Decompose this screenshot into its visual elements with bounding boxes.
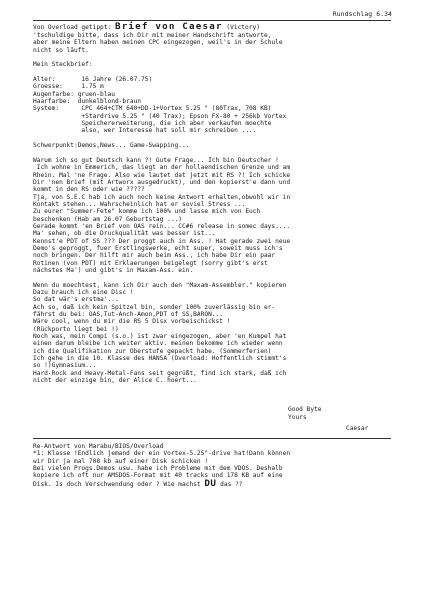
text-line: Warum ich so gut Deutsch kann ?! Gute Frage... Ich bin Deutscher !: [33, 156, 279, 164]
text-line: [33, 69, 393, 76]
reply-last-prefix: Disk. Is doch Verschwendung oder ? Wie machst: [33, 481, 205, 488]
text-line: also, wer Interesse hat soll mir schreiben ....: [33, 127, 257, 135]
text-line: [33, 150, 393, 157]
intro-suffix: (Victory): [222, 24, 260, 31]
text-line: Wäre cool, wenn du mir die RS 5 Disx vorbeischickst !: [33, 318, 231, 326]
text-line: [33, 54, 393, 61]
text-line: +Stardrive 5.25 " (40 Trax); Epson FX-80 + 256kb Vortex: [33, 112, 287, 120]
text-line: Hard-Rock and Heavy-Metal-Fans seit gegrüßt, find ich stark, daß ich: [33, 369, 287, 377]
text-line: Noch was, mein Compi (s.o.) ist zwar eingezogen, aber 'en Kumpel hat: [33, 333, 287, 341]
text-line: Ich wohne in Emmerich, das liegt an der hollaendischen Grenze und am: [33, 164, 291, 172]
text-line: Haarfarbe: dunkelblond-braun: [33, 98, 142, 106]
text-line: System: CPC 464+CTM 640+DD-1+Vortex 5.25 " (80Trax, 708 KB): [33, 105, 272, 113]
text-line: fährst du bei: OAS,Tut-Anch-Amon,PDT of SS,BARON...: [33, 311, 223, 319]
text-line: kommt in den RS oder wie ?????: [33, 186, 145, 194]
text-line: *1: Klasse !Endlich jemand der ein Vortex-5.25"-drive hat!Dann können: [33, 450, 291, 458]
text-line: [33, 135, 393, 142]
text-line: nächstes Ma') und gibt's in Maxam-Ass. ein.: [33, 267, 194, 274]
text-line: aber meine Eltern haben meinen CPC eingezogen, weil's in der Schule: [33, 39, 283, 47]
reply-emphasis: DU: [204, 478, 217, 489]
text-line: Ma' sehen, ob die Druckqualität was besser ist...: [33, 230, 216, 238]
reply-last-line: [33, 480, 393, 488]
text-line: beschenken (Hab am 26.07 Geburtstag ...): [33, 215, 183, 223]
text-line: Rhein. Mal 'ne Frage. Also wie lautet dat jetzt mit RS ?! Ich schicke: [33, 171, 291, 179]
text-line: Speichererweiterung, die ich aber verkaufen moechte: [33, 120, 272, 128]
text-line: (Rückporto liegt bei !): [33, 325, 119, 333]
signoff-name: Caesar: [346, 425, 369, 432]
text-line: Groesse: 1.75 m: [33, 83, 104, 91]
text-line: nicht der einzige bin, der Alice C. hoert...: [33, 377, 197, 385]
signoff-good-byte: Good Byte: [288, 406, 322, 413]
text-line: wir Dir ja mal 708 kb auf einer Disk schicken !: [33, 457, 209, 465]
text-line: Zu eurer "Summer-Fete" komme ich 100% und lasse mich von Euch: [33, 208, 261, 216]
letter-heading: Brief von Caesar: [114, 21, 223, 32]
page-header: Rundschlag 6.34: [332, 10, 392, 18]
letter-body: [33, 32, 393, 385]
text-line: Rotinen (von PDT) mit Erklaerungen beigelegt (sorry gibt's erst: [33, 259, 268, 267]
text-line: Kontakt stehen... Wahrscheinlich hat er soviel Stress ...: [33, 200, 246, 208]
reply-body: [33, 443, 393, 480]
reply-last-suffix: das ??: [216, 481, 243, 488]
text-line: Tja, von S.E.C hab ich auch noch keine Antwort erhalten,obwohl wir in: [33, 193, 291, 201]
text-line: Gerade kommt 'en Brief von OAS rein... CC#6 release in somec days....: [33, 222, 291, 230]
text-line: Mein Steckbrief:: [33, 61, 93, 69]
text-line: nicht so läuft.: [33, 46, 89, 54]
text-line: noch bringen. Der hilft mir auch beim Ass., ich habe Dir ein paar: [33, 252, 276, 260]
text-line: Alter: 16 Jahre (26.07.75): [33, 76, 153, 84]
text-line: Schwerpunkt:Demos,News... Game-Swapping...: [33, 142, 190, 150]
section-rule: [33, 438, 391, 439]
letter-intro-line: [33, 23, 393, 31]
text-line: [33, 274, 393, 281]
text-line: Dir 'nen Brief (mit Artworx ausgedruckt), und den kopierst'e dann und: [33, 178, 291, 186]
text-line: Augenfarbe: gruen-blau: [33, 90, 115, 98]
text-line: Ich gehe in die 10. Klasse des HANSA (Overload: Hoffentlich stimmt's: [33, 355, 287, 363]
signoff-yours: Yours: [288, 414, 307, 421]
intro-prefix: Von Overload getippt:: [33, 24, 115, 31]
text-line: so !)Gymnasium...: [33, 362, 97, 370]
text-line: Demo's geproggt, fuer Erstlingswerke, echt super, soweit muss ich's: [33, 244, 283, 252]
text-line: ich die Qualifikation zur Oberstufe gepackt habe. (Sommerferien): [33, 347, 272, 355]
text-line: Kennst'e PDT of SS ??? Der proggt auch in Ass. ! Hat gerade zwei neue: [33, 237, 291, 245]
text-line: Bei vielen Progs.Demos usw. habe ich Probleme mit dem VDOS. Deshalb: [33, 465, 283, 473]
text-line: kopiere ich oft nur AMSDOS-Format mit 40 tracks und 178 KB auf eine: [33, 472, 283, 480]
text-line: Re-Antwort von Marabu/BIOS/Overload: [33, 443, 164, 450]
text-line: 'tschuldige bitte, dass ich Dir mit meiner Handschrift antworte,: [33, 32, 272, 39]
text-line: Wenn du moechtest, kann ich Dir auch den "Maxam-Assembler." kopieren: [33, 281, 287, 289]
text-line: So dat wär's erstma'...: [33, 296, 119, 304]
text-line: einen darum bleibe ich weiter aktiv. meinen bekomme ich wieder wenn: [33, 340, 283, 348]
text-line: Ach so, daß ich kein Spitzel bin, sonder 100% zuverlässig bin er-: [33, 303, 276, 311]
text-line: Dazu brauch ich eine Disc !: [33, 289, 134, 297]
